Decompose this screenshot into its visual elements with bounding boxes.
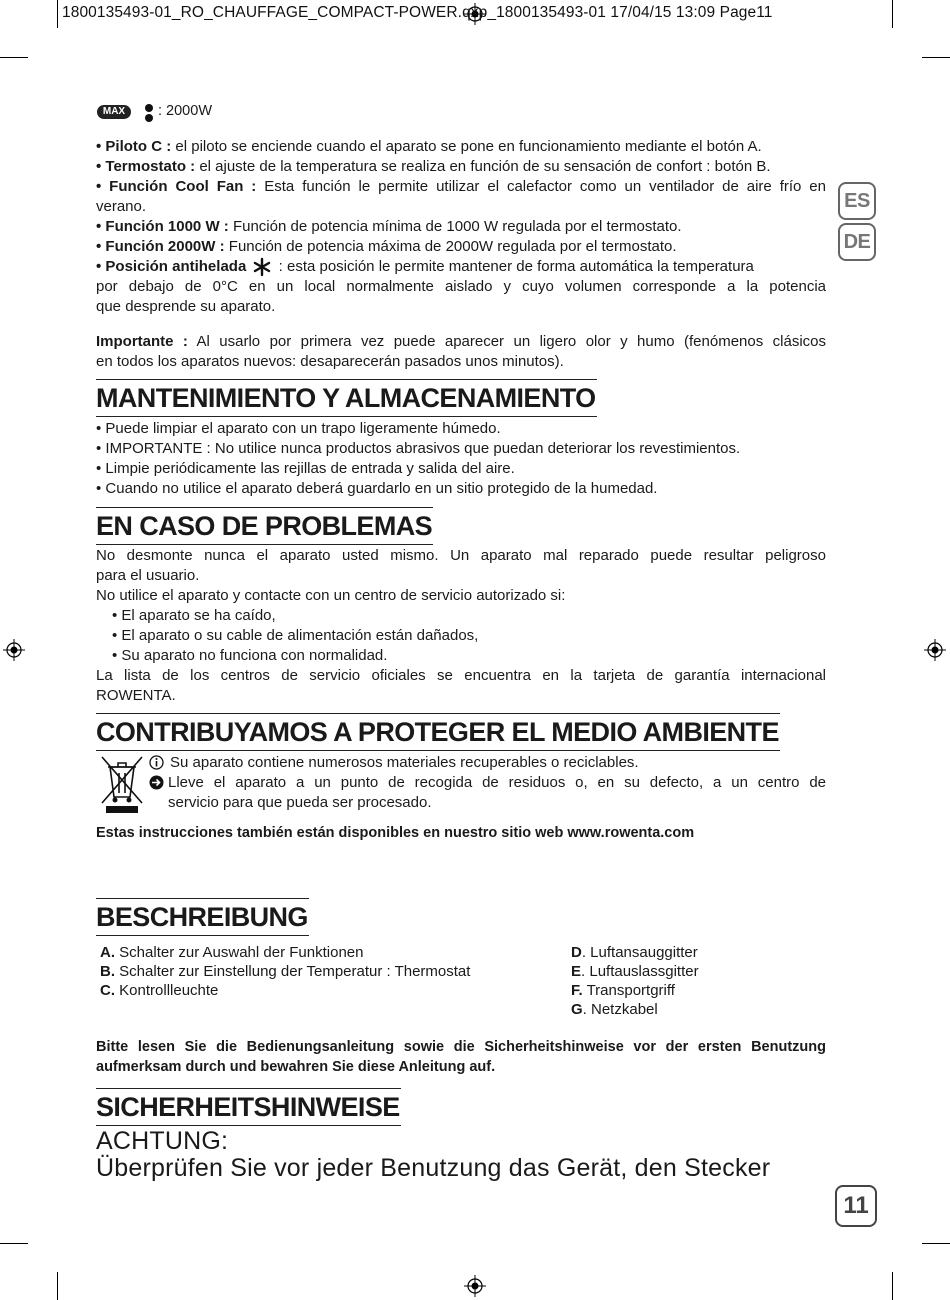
- read-instructions-note-cont: aufmerksam durch und bewahren Sie diese Anleitung auf.: [96, 1059, 496, 1075]
- part-value: Schalter zur Einstellung der Temperatur : Thermostat: [115, 963, 471, 980]
- feature-2000w: [96, 237, 826, 257]
- heading-problemas: EN CASO DE PROBLEMAS: [96, 511, 433, 541]
- feature-coolfan-cont: verano.: [96, 198, 147, 215]
- part-key: A.: [100, 944, 115, 961]
- feature-antihielo-l2: por debajo de 0°C en un local normalmente aislado y cuyo volumen corresponde a la potencia: [96, 278, 826, 295]
- crop-mark: [0, 57, 28, 58]
- feature-label: • Función Cool Fan :: [96, 178, 257, 195]
- heading-mantenimiento: MANTENIMIENTO Y ALMACENAMIENTO: [96, 383, 596, 413]
- problemas-p1-cont: para el usuario.: [96, 567, 200, 584]
- part-key: F.: [571, 982, 583, 999]
- part-key: B.: [100, 963, 115, 980]
- achtung-text: Überprüfen Sie vor jeder Benutzung das Gerät, den Stecker: [96, 1154, 771, 1182]
- part-value: Transportgriff: [582, 982, 675, 999]
- feature-pilot: [96, 137, 826, 157]
- list-item: • El aparato o su cable de alimentación están dañados,: [112, 627, 479, 644]
- crop-mark: [892, 0, 893, 28]
- medio-info: Su aparato contiene numerosos materiales recuperables o reciclables.: [170, 754, 639, 771]
- medio-web: Estas instrucciones también están disponibles en nuestro sitio web www.rowenta.com: [96, 825, 695, 841]
- arrow-right-circle-icon: [149, 775, 164, 790]
- feature-label: • Función 1000 W :: [96, 218, 229, 235]
- part-value: Schalter zur Auswahl der Funktionen: [115, 944, 364, 961]
- importante-note: [96, 332, 826, 352]
- registration-mark-icon: [464, 1275, 486, 1297]
- medio-arrow: Lleve el aparato a un punto de recogida de residuos o, en su defecto, a un centro de: [168, 774, 826, 791]
- part-key: G: [571, 1001, 583, 1018]
- list-item: • IMPORTANTE : No utilice nunca productos abrasivos que puedan deteriorar los revestimientos.: [96, 440, 741, 457]
- feature-label: • Piloto C :: [96, 138, 172, 155]
- heading-beschreibung: BESCHREIBUNG: [96, 902, 308, 932]
- list-item: • El aparato se ha caído,: [112, 607, 276, 624]
- page-number: 11: [835, 1185, 877, 1227]
- feature-text: el ajuste de la temperatura se realiza en función de su sensación de confort : botón B.: [195, 158, 771, 175]
- list-item: • Cuando no utilice el aparato deberá guardarlo en un sitio protegido de la humedad.: [96, 480, 658, 497]
- feature-text: Función de potencia máxima de 2000W regulada por el termostato.: [224, 238, 677, 255]
- part-item-g: [571, 1000, 821, 1020]
- problemas-p1: No desmonte nunca el aparato usted mismo. Un aparato mal reparado puede resultar peligroso: [96, 547, 826, 564]
- snowflake-icon: [252, 257, 272, 277]
- importante-text: Al usarlo por primera vez puede aparecer un ligero olor y humo (fenómenos clásicos: [187, 333, 826, 350]
- feature-termostato: [96, 157, 826, 177]
- lang-tab-es: ES: [838, 182, 876, 220]
- feature-text: Esta función le permite utilizar el calefactor como un ventilador de aire frío en: [256, 178, 826, 195]
- feature-label: • Posición antihelada: [96, 258, 247, 275]
- max-power-value: : 2000W: [158, 103, 212, 119]
- crop-mark: [0, 1243, 28, 1244]
- part-item-b: [100, 962, 550, 982]
- crop-mark: [892, 1272, 893, 1300]
- part-key: E: [571, 963, 582, 980]
- feature-antihielo: [96, 257, 826, 277]
- part-value: . Luftansauggitter: [581, 944, 698, 961]
- feature-antihielo-l3: que desprende su aparato.: [96, 298, 276, 315]
- list-item: • Su aparato no funciona con normalidad.: [112, 647, 388, 664]
- part-item-c: [100, 981, 550, 1001]
- feature-coolfan: [96, 177, 826, 197]
- part-value: . Luftauslassgitter: [581, 963, 699, 980]
- feature-label: • Función 2000W :: [96, 238, 225, 255]
- crop-mark: [922, 1243, 950, 1244]
- read-instructions-note: Bitte lesen Sie die Bedienungsanleitung sowie die Sicherheitshinweise vor der ersten Benutzung: [96, 1039, 826, 1055]
- feature-1000w: [96, 217, 826, 237]
- importante-label: Importante :: [96, 333, 188, 350]
- print-slug: 1800135493-01_RO_CHAUFFAGE_COMPACT-POWER.qxp_1800135493-01 17/04/15 13:09 Page11: [62, 4, 773, 21]
- crop-mark: [57, 0, 58, 28]
- weee-bin-icon: [100, 755, 144, 815]
- registration-mark-icon: [924, 639, 946, 661]
- info-icon: [149, 755, 164, 770]
- feature-text: Función de potencia mínima de 1000 W regulada por el termostato.: [228, 218, 682, 235]
- problemas-p3: La lista de los centros de servicio oficiales se encuentra en la tarjeta de garantía internacional: [96, 667, 826, 684]
- part-value: . Netzkabel: [582, 1001, 658, 1018]
- lang-tab-de: DE: [838, 223, 876, 261]
- power-dot-icon: [145, 104, 153, 112]
- list-item: • Limpie periódicamente las rejillas de entrada y salida del aire.: [96, 460, 515, 477]
- feature-text: el piloto se enciende cuando el aparato se pone en funcionamiento mediante el botón A.: [171, 138, 762, 155]
- part-item-e: [571, 962, 821, 982]
- part-item-f: [571, 981, 821, 1001]
- part-item-a: [100, 943, 550, 963]
- achtung-title: ACHTUNG:: [96, 1127, 229, 1155]
- importante-note-l2: en todos los aparatos nuevos: desaparecerán pasados unos minutos).: [96, 353, 564, 370]
- feature-label: • Termostato :: [96, 158, 196, 175]
- registration-mark-icon: [3, 639, 25, 661]
- crop-mark: [57, 1272, 58, 1300]
- crop-mark: [922, 57, 950, 58]
- problemas-p3-cont: ROWENTA.: [96, 687, 176, 704]
- part-key: D: [571, 944, 582, 961]
- problemas-p2: No utilice el aparato y contacte con un centro de servicio autorizado si:: [96, 587, 566, 604]
- part-value: Kontrollleuchte: [115, 982, 219, 999]
- medio-arrow-cont: servicio para que pueda ser procesado.: [168, 794, 432, 811]
- part-key: C.: [100, 982, 115, 999]
- max-badge: MAX: [97, 105, 131, 119]
- list-item: • Puede limpiar el aparato con un trapo ligeramente húmedo.: [96, 420, 501, 437]
- part-item-d: [571, 943, 821, 963]
- power-dot-icon: [145, 114, 153, 122]
- feature-text: : esta posición le permite mantener de forma automática la temperatura: [274, 258, 754, 275]
- heading-sicherheitshinweise: SICHERHEITSHINWEISE: [96, 1092, 400, 1122]
- heading-medio-ambiente: CONTRIBUYAMOS A PROTEGER EL MEDIO AMBIENTE: [96, 717, 779, 747]
